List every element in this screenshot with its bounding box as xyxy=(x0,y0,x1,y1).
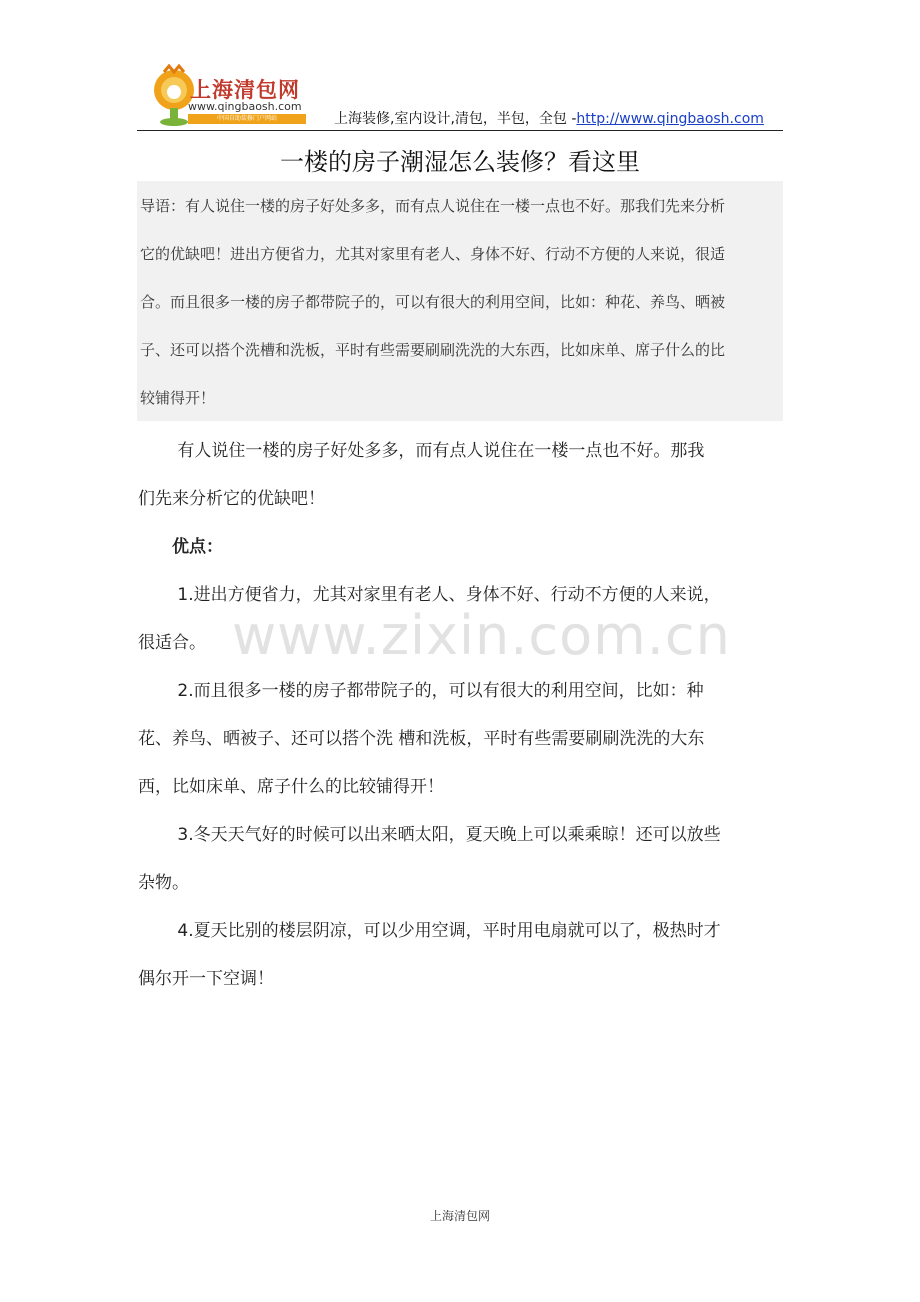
body-line: 有人说住一楼的房子好处多多，而有点人说住在一楼一点也不好。那我 xyxy=(138,441,705,461)
body-line: 偶尔开一下空调！ xyxy=(138,969,274,989)
page-title: 一楼的房子潮湿怎么装修？看这里 xyxy=(280,148,640,176)
body-line: 1.进出方便省力，尤其对家里有老人、身体不好、行动不方便的人来说， xyxy=(138,585,721,605)
advantages-heading: 优点： xyxy=(138,537,223,557)
body-line: 很适合。 xyxy=(138,633,206,653)
intro-box xyxy=(137,181,783,421)
body-line: 2.而且很多一楼的房子都带院子的，可以有很大的利用空间，比如：种 xyxy=(138,681,704,701)
intro-line: 它的优缺吧！进出方便省力，尤其对家里有老人、身体不好、行动不方便的人来说，很适 xyxy=(140,245,726,263)
body-line: 3.冬天天气好的时候可以出来晒太阳，夏天晚上可以乘乘晾！还可以放些 xyxy=(138,825,721,845)
body-line: 杂物。 xyxy=(138,873,189,893)
header-services xyxy=(334,108,764,128)
intro-line: 较铺得开！ xyxy=(140,389,216,407)
header-divider xyxy=(137,130,783,131)
services-text: 上海装修,室内设计,清包，半包，全包 - xyxy=(334,111,577,127)
intro-line: 导语：有人说住一楼的房子好处多多，而有点人说住在一楼一点也不好。那我们先来分析 xyxy=(140,197,726,215)
page-footer: 上海清包网 xyxy=(429,1209,490,1223)
logo-name: 上海清包网 xyxy=(190,78,300,102)
site-logo xyxy=(148,64,308,126)
logo-url: www.qingbaosh.com xyxy=(188,100,302,113)
body-line: 4.夏天比别的楼层阴凉，可以少用空调，平时用电扇就可以了，极热时才 xyxy=(138,921,721,941)
body-line: 们先来分析它的优缺吧！ xyxy=(138,489,325,509)
logo-tagline: 中国自助装修门户网站 xyxy=(216,115,277,122)
body-line: 花、养鸟、晒被子、还可以搭个洗 槽和洗板，平时有些需要刷刷洗洗的大东 xyxy=(138,729,705,749)
intro-line: 合。而且很多一楼的房子都带院子的，可以有很大的利用空间，比如：种花、养鸟、晒被 xyxy=(140,293,726,311)
watermark: www.zixin.com.cn xyxy=(232,604,731,667)
intro-line: 子、还可以搭个洗槽和洗板，平时有些需要刷刷洗洗的大东西，比如床单、席子什么的比 xyxy=(140,341,726,359)
logo-tagline-strip xyxy=(188,114,306,124)
body-line: 西，比如床单、席子什么的比较铺得开！ xyxy=(138,777,444,797)
site-link[interactable]: http://www.qingbaosh.com xyxy=(576,111,764,127)
